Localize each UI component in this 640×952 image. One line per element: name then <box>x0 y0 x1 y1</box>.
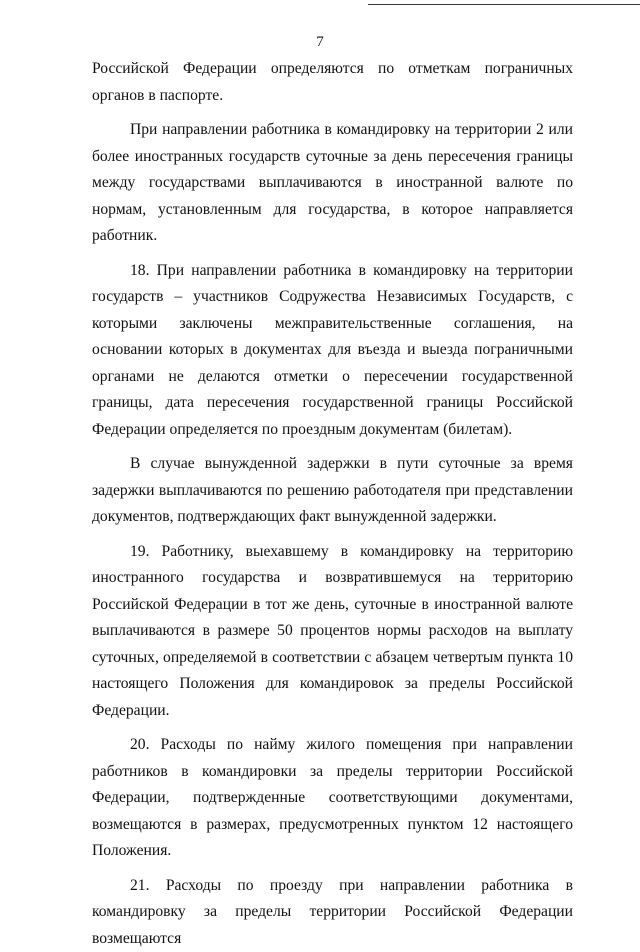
top-border-line <box>368 4 640 5</box>
paragraph-forced-delay: В случае вынужденной задержки в пути суточные за время задержки выплачиваются по решению работодателя при представлении документов, подтверждающих факт вынужденной задержки. <box>92 451 573 531</box>
paragraph-clause-21: 21. Расходы по проезду при направлении работника в командировку за пределы территории Российской Федерации возмещаются <box>92 873 573 952</box>
paragraph-multiple-states: При направлении работника в командировку на территории 2 или более иностранных государств суточные за день пересечения границы между государствами выплачиваются в иностранной валюте по нормам, установленным для государства, в которое направляется работник. <box>92 117 573 250</box>
paragraph-clause-19: 19. Работнику, выехавшему в командировку на территорию иностранного государства и возвратившемуся на территорию Российской Федерации в тот же день, суточные в иностранной валюте выплачиваются в размере 50 процентов нормы расходов на выплату суточных, определяемой в соответствии с абзацем четвертым пункта 10 настоящего Положения для командировок за пределы Российской Федерации. <box>92 539 573 725</box>
paragraph-continuation: Российской Федерации определяются по отметкам пограничных органов в паспорте. <box>92 56 573 109</box>
page-number: 7 <box>0 34 640 51</box>
document-body <box>92 56 573 952</box>
paragraph-clause-20: 20. Расходы по найму жилого помещения при направлении работников в командировки за пределы территории Российской Федерации, подтвержденные соответствующими документами, возмещаются в размерах, предусмотренных пунктом 12 настоящего Положения. <box>92 732 573 865</box>
paragraph-clause-18: 18. При направлении работника в командировку на территории государств – участников Содружества Независимых Государств, с которыми заключены межправительственные соглашения, на основании которых в документах для въезда и выезда пограничными органами не делаются отметки о пересечении государственной границы, дата пересечения государственной границы Российской Федерации определяется по проездным документам (билетам). <box>92 258 573 444</box>
